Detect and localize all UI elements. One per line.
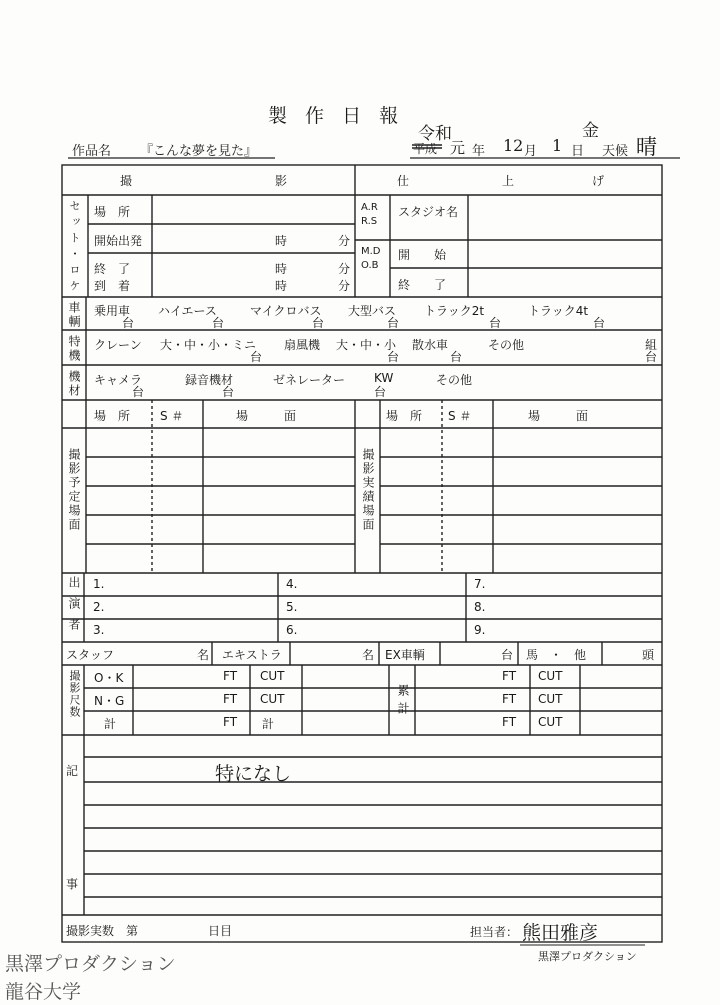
generator-label: ゼネレーター bbox=[273, 373, 346, 387]
fan-unit: 台 bbox=[387, 350, 400, 364]
set-loca-label: セット・ロケ bbox=[68, 200, 81, 296]
cast-5: 5. bbox=[286, 600, 298, 614]
weather-value: 晴 bbox=[636, 135, 657, 159]
film-label: 撮影尺数 bbox=[68, 670, 81, 718]
vehicle-hiace-unit: 台 bbox=[212, 316, 225, 330]
staff-unit: 名 bbox=[197, 648, 210, 662]
cast-4: 4. bbox=[286, 577, 298, 591]
notes-label-bottom: 事 bbox=[66, 877, 79, 891]
place-label: 場 所 bbox=[94, 205, 131, 219]
sched-s-left: S ＃ bbox=[160, 409, 184, 423]
cast-8: 8. bbox=[474, 600, 486, 614]
horse-unit: 頭 bbox=[642, 648, 655, 662]
start-hour: 時 bbox=[275, 234, 288, 248]
md-label: M.D bbox=[361, 246, 381, 257]
work-name: 『こんな夢を見た』 bbox=[140, 144, 258, 159]
fan-size: 大・中・小 bbox=[336, 338, 397, 352]
crane-unit: 台 bbox=[250, 350, 263, 364]
vehicle-truck4-unit: 台 bbox=[593, 316, 606, 330]
ex-car-label: EX車輌 bbox=[385, 648, 425, 662]
year-value: 元 bbox=[450, 139, 466, 157]
extra-unit: 名 bbox=[362, 648, 375, 662]
film-ok-ft: FT bbox=[223, 669, 238, 683]
fan-label: 扇風機 bbox=[284, 338, 321, 352]
kaishi-label: 開 始 bbox=[398, 248, 447, 262]
film-ok: O・K bbox=[94, 671, 124, 685]
cum-ft-2: FT bbox=[502, 692, 517, 706]
film-ok-cut: CUT bbox=[260, 669, 285, 683]
person-name: 熊田雅彦 bbox=[522, 922, 599, 944]
header-ei: 影 bbox=[275, 174, 288, 188]
special-set-unit: 組 bbox=[645, 338, 658, 352]
sched-place-left: 場 所 bbox=[94, 409, 131, 423]
kw-unit: 台 bbox=[374, 385, 387, 399]
cum-ft-1: FT bbox=[502, 669, 517, 683]
ex-car-unit: 台 bbox=[501, 648, 514, 662]
page-title: 製 作 日 報 bbox=[268, 105, 405, 127]
days-unit: 日目 bbox=[208, 924, 233, 938]
company-name: 黒澤プロダクション bbox=[538, 950, 637, 963]
cast-1: 1. bbox=[93, 577, 105, 591]
cum-cut-2: CUT bbox=[538, 692, 563, 706]
studio-name-label: スタジオ名 bbox=[398, 205, 459, 219]
cast-label: 出演者 bbox=[67, 576, 81, 639]
special-other: その他 bbox=[488, 338, 525, 352]
header-satsu: 撮 bbox=[120, 174, 133, 188]
rs-label: R.S bbox=[361, 216, 378, 227]
vehicle-truck2-unit: 台 bbox=[489, 316, 502, 330]
sched-scene-right: 場 面 bbox=[528, 409, 589, 423]
camera-unit: 台 bbox=[132, 385, 145, 399]
film-total: 計 bbox=[104, 717, 117, 731]
header-jo: 上 bbox=[502, 174, 515, 188]
film-ng-cut: CUT bbox=[260, 692, 285, 706]
vehicle-bus: 大型バス bbox=[348, 304, 397, 318]
day-value: 1 bbox=[552, 136, 563, 155]
equipment-other: その他 bbox=[436, 373, 473, 387]
cast-2: 2. bbox=[93, 600, 105, 614]
sched-scene-left: 場 面 bbox=[236, 409, 297, 423]
start-minute: 分 bbox=[338, 234, 351, 248]
vehicle-bus-unit: 台 bbox=[387, 316, 400, 330]
cast-9: 9. bbox=[474, 623, 486, 637]
cumulative-label: 累計 bbox=[396, 684, 410, 720]
vehicle-micro-unit: 台 bbox=[312, 316, 325, 330]
day-unit: 日 bbox=[571, 144, 585, 159]
film-ng: N・G bbox=[94, 694, 125, 708]
film-total-kei: 計 bbox=[262, 717, 275, 731]
equipment-label: 機材 bbox=[67, 370, 81, 398]
sound-label: 録音機材 bbox=[185, 373, 234, 387]
special-unit: 台 bbox=[645, 350, 658, 364]
rain-unit: 台 bbox=[450, 350, 463, 364]
cum-cut-3: CUT bbox=[538, 715, 563, 729]
crane-size: 大・中・小・ミニ bbox=[160, 338, 257, 352]
ob-label: O.B bbox=[361, 260, 379, 271]
start-label: 開始出発 bbox=[94, 234, 143, 248]
camera-label: キャメラ bbox=[94, 373, 143, 387]
notes-text: 特になし bbox=[215, 763, 292, 785]
vehicles-label: 車輌 bbox=[67, 301, 81, 329]
sched-s-right: S ＃ bbox=[448, 409, 472, 423]
weekday-value: 金 bbox=[582, 121, 599, 141]
cum-ft-3: FT bbox=[502, 715, 517, 729]
film-ng-ft: FT bbox=[223, 692, 238, 706]
watermark-line2: 龍谷大学 bbox=[5, 981, 82, 1003]
end-hour: 時 bbox=[275, 262, 288, 276]
end-minute: 分 bbox=[338, 262, 351, 276]
watermark-line1: 黒澤プロダクション bbox=[5, 953, 176, 975]
work-name-label: 作品名 bbox=[72, 144, 112, 159]
shuryo-label: 終 了 bbox=[398, 278, 447, 292]
weather-label: 天候 bbox=[602, 144, 629, 159]
vehicle-car-unit: 台 bbox=[122, 316, 135, 330]
vehicle-micro: マイクロバス bbox=[250, 304, 322, 318]
month-unit: 月 bbox=[524, 144, 538, 159]
year-unit: 年 bbox=[472, 144, 486, 159]
vehicle-car: 乗用車 bbox=[94, 304, 131, 318]
cast-6: 6. bbox=[286, 623, 298, 637]
arrive-label: 到 着 bbox=[94, 279, 131, 293]
actual-scene-label: 撮影実績場面 bbox=[361, 448, 375, 532]
sched-place-right: 場 所 bbox=[386, 409, 423, 423]
arrive-minute: 分 bbox=[338, 279, 351, 293]
vehicle-hiace: ハイエース bbox=[158, 304, 217, 318]
horse-label: 馬 ・ 他 bbox=[526, 648, 587, 662]
cast-7: 7. bbox=[474, 577, 486, 591]
arrive-hour: 時 bbox=[275, 279, 288, 293]
staff-label: スタッフ bbox=[66, 648, 115, 662]
kw-label: KW bbox=[374, 371, 394, 385]
ar-label: A.R bbox=[361, 202, 378, 213]
era-struck: 平成 bbox=[413, 142, 438, 156]
extra-label: エキストラ bbox=[222, 648, 282, 662]
sound-unit: 台 bbox=[222, 385, 235, 399]
rain-label: 散水車 bbox=[412, 338, 449, 352]
header-shi: 仕 bbox=[397, 174, 410, 188]
days-label: 撮影実数 第 bbox=[66, 924, 139, 938]
month-value: 12 bbox=[503, 136, 524, 155]
special-label: 特機 bbox=[67, 335, 81, 363]
vehicle-truck2: トラック2t bbox=[424, 304, 485, 318]
vehicle-truck4: トラック4t bbox=[528, 304, 589, 318]
crane-label: クレーン bbox=[94, 338, 142, 352]
person-label: 担当者： bbox=[470, 925, 519, 939]
film-total-ft: FT bbox=[223, 715, 238, 729]
cast-3: 3. bbox=[93, 623, 105, 637]
era-handwritten: 令和 bbox=[418, 124, 452, 144]
cum-cut-1: CUT bbox=[538, 669, 563, 683]
planned-scene-label: 撮影予定場面 bbox=[67, 448, 81, 532]
end-label: 終 了 bbox=[94, 262, 131, 276]
notes-label-top: 記 bbox=[66, 764, 79, 778]
header-ge: げ bbox=[592, 174, 605, 188]
